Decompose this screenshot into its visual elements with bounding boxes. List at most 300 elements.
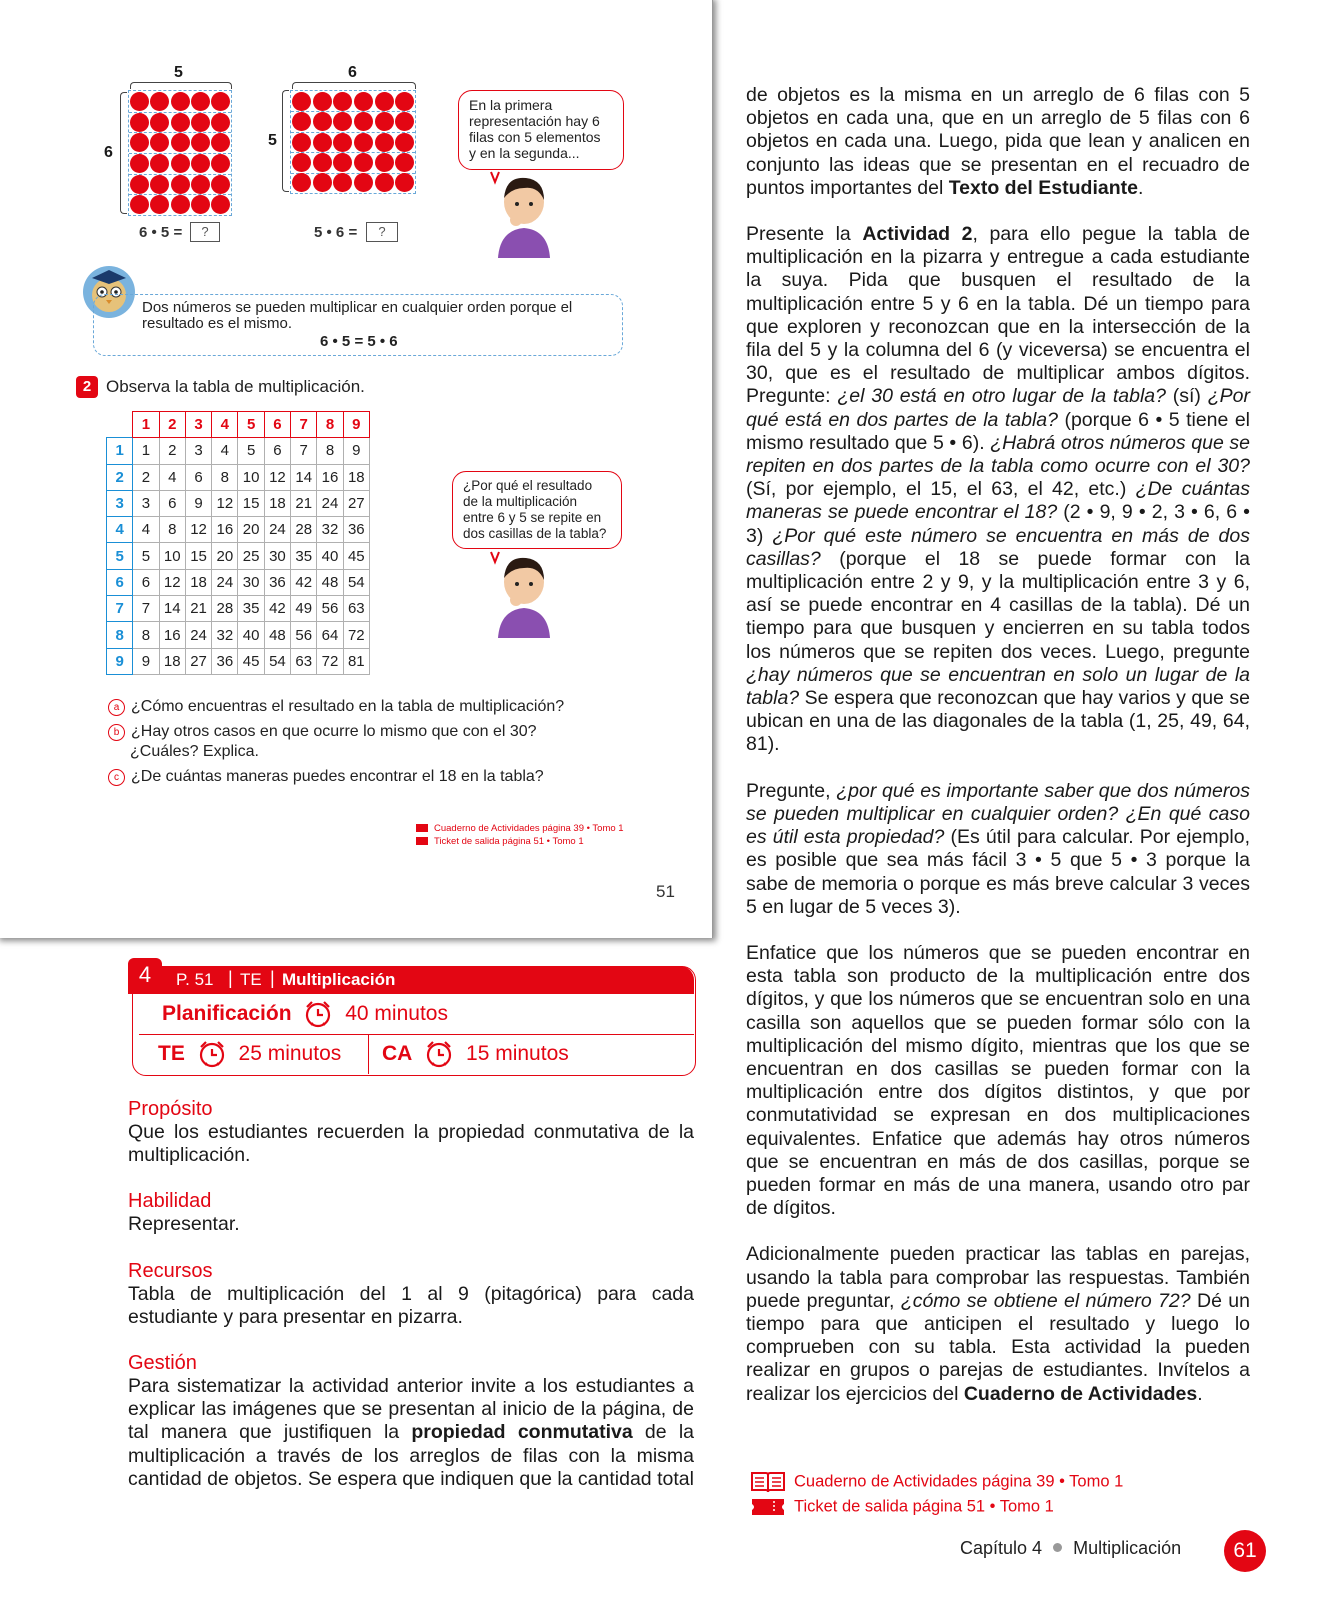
text-run: (sí) bbox=[1165, 385, 1208, 408]
alarm-clock-icon bbox=[303, 1000, 333, 1028]
row-header: 5 bbox=[107, 543, 133, 569]
row-divider bbox=[291, 173, 415, 174]
table-cell: 36 bbox=[264, 569, 290, 595]
note-line-2: resultado es el mismo. bbox=[142, 315, 293, 332]
red-dot bbox=[313, 92, 332, 111]
array-b-side-label: 5 bbox=[268, 132, 277, 149]
column-header: 1 bbox=[133, 412, 159, 438]
table-cell: 10 bbox=[159, 543, 185, 569]
reference-text: Ticket de salida página 51 • Tomo 1 bbox=[794, 1497, 1054, 1516]
planning-row bbox=[162, 1000, 694, 1034]
text-italic: ¿cómo se obtiene el número 72? bbox=[900, 1289, 1191, 1312]
text-run: (porque 6 • 5 tiene el mismo resultado que 5 • 6). bbox=[746, 408, 1251, 454]
table-row bbox=[107, 438, 370, 464]
row-header: 9 bbox=[107, 648, 133, 674]
multiplication-table bbox=[106, 411, 370, 675]
red-dot bbox=[395, 153, 414, 172]
table-cell: 14 bbox=[291, 464, 317, 490]
red-dot bbox=[354, 92, 373, 111]
footer-chapter: Capítulo 4 bbox=[960, 1538, 1043, 1558]
red-dot bbox=[191, 195, 210, 214]
array-b-top-label: 6 bbox=[348, 64, 357, 81]
table-cell: 48 bbox=[264, 622, 290, 648]
table-row bbox=[107, 464, 370, 490]
paragraph-5 bbox=[746, 1243, 1250, 1405]
table-cell: 15 bbox=[238, 490, 264, 516]
section-body bbox=[128, 1375, 694, 1491]
row-header: 2 bbox=[107, 464, 133, 490]
array-a-equation: 6 • 5 = bbox=[139, 224, 183, 241]
question-text: ¿De cuántas maneras puedes encontrar el 18 en la tabla? bbox=[131, 768, 544, 785]
column-header: 2 bbox=[159, 412, 185, 438]
red-dot bbox=[211, 154, 230, 173]
red-dot bbox=[313, 153, 332, 172]
table-cell: 54 bbox=[264, 648, 290, 674]
red-dot bbox=[130, 175, 149, 194]
table-cell: 21 bbox=[185, 596, 211, 622]
table-cell: 8 bbox=[133, 622, 159, 648]
red-dot bbox=[150, 154, 169, 173]
alarm-clock-icon bbox=[197, 1040, 227, 1068]
table-cell: 25 bbox=[238, 543, 264, 569]
red-dot bbox=[313, 112, 332, 131]
reference-cuaderno bbox=[750, 1470, 1123, 1494]
red-dot bbox=[333, 112, 352, 131]
text-run: (porque el 18 se puede formar con la multiplicación entre 2 y 9, y la multiplicación entre 3 y 6, así se puede encontrar en 4 casillas de la tabla). Dé un tiempo para que busquen y encierren en su tabla todos los números que se repiten dos veces. Luego, pregunte bbox=[746, 547, 1250, 663]
text-run: Para sistematizar la actividad anterior invite a los estudiantes a explicar las imágenes que se presentan al inicio de la página, de tal manera que justifiquen la bbox=[128, 1375, 694, 1444]
row-header: 8 bbox=[107, 622, 133, 648]
table-cell: 15 bbox=[185, 543, 211, 569]
table-cell: 4 bbox=[133, 517, 159, 543]
text-run: Se espera que reconozcan que hay varios y que se ubican en una de las diagonales de la tabla (1, 25, 49, 64, 81). bbox=[746, 687, 1250, 756]
paragraph-4: Enfatice que los números que se pueden encontrar en esta tabla son producto de la multiplicación entre dos dígitos, y que los números que se encuentran solo en una casilla son aquellos que se pueden formar sólo con la multiplicación del mismo dígito, mientras que los que se encuentran en dos casillas se pueden formar con la multiplicación entre dos dígitos distintos, y que por conmutatividad se expresan en dos multiplicaciones equivalentes. Enfatice que además hay otros números que se encuentran en más de dos casillas, porque se pueden formar en más de una manera, usando otro par de dígitos. bbox=[746, 941, 1250, 1220]
row-header: 1 bbox=[107, 438, 133, 464]
text-italic: ¿hay números que se encuentran en solo un lugar de la tabla? bbox=[746, 663, 1250, 710]
table-cell: 49 bbox=[291, 596, 317, 622]
planning-vertical-divider bbox=[368, 1034, 369, 1074]
table-cell: 63 bbox=[291, 648, 317, 674]
red-dot bbox=[211, 195, 230, 214]
child-thinking-icon bbox=[486, 548, 556, 638]
section-body: Tabla de multiplicación del 1 al 9 (pitagórica) para cada estudiante y para presentar en pizarra. bbox=[128, 1282, 694, 1328]
table-cell: 2 bbox=[133, 464, 159, 490]
red-dot bbox=[130, 133, 149, 152]
red-dot bbox=[333, 173, 352, 192]
table-cell: 18 bbox=[185, 569, 211, 595]
array-a-top-label: 5 bbox=[174, 64, 183, 81]
table-cell: 18 bbox=[343, 464, 369, 490]
red-dot bbox=[333, 92, 352, 111]
paragraph-3 bbox=[746, 780, 1250, 919]
table-cell: 30 bbox=[238, 569, 264, 595]
paragraph-2 bbox=[746, 223, 1250, 757]
alarm-clock-icon bbox=[424, 1040, 454, 1068]
table-cell: 21 bbox=[291, 490, 317, 516]
planning-te: TE bbox=[240, 970, 262, 989]
red-dot bbox=[191, 154, 210, 173]
question-letter: a bbox=[108, 699, 125, 716]
red-dot bbox=[150, 92, 169, 111]
table-cell: 5 bbox=[238, 438, 264, 464]
text-run: (Sí, por ejemplo, el 15, el 63, el 42, etc.) bbox=[746, 478, 1136, 501]
column-header: 9 bbox=[343, 412, 369, 438]
table-cell: 20 bbox=[212, 543, 238, 569]
table-cell: 16 bbox=[212, 517, 238, 543]
table-cell: 56 bbox=[317, 596, 343, 622]
table-cell: 45 bbox=[238, 648, 264, 674]
small-ref-1 bbox=[416, 823, 624, 834]
text-bold: Texto del Estudiante bbox=[948, 176, 1138, 199]
text-run: Presente la bbox=[746, 223, 863, 246]
table-cell: 1 bbox=[133, 438, 159, 464]
row-divider bbox=[291, 132, 415, 133]
red-dot bbox=[130, 92, 149, 111]
table-cell: 27 bbox=[343, 490, 369, 516]
red-dot bbox=[191, 133, 210, 152]
table-cell: 3 bbox=[185, 438, 211, 464]
array-b-answer-box: ? bbox=[366, 222, 398, 242]
red-dot bbox=[130, 113, 149, 132]
question-text: ¿Cómo encuentras el resultado en la tabla de multiplicación? bbox=[131, 698, 565, 715]
column-header: 3 bbox=[185, 412, 211, 438]
table-cell: 48 bbox=[317, 569, 343, 595]
table-cell: 24 bbox=[264, 517, 290, 543]
table-cell: 8 bbox=[212, 464, 238, 490]
paragraph-1 bbox=[746, 84, 1250, 200]
text-run: . bbox=[1137, 176, 1144, 199]
right-column bbox=[746, 84, 1250, 1429]
red-dot bbox=[171, 92, 190, 111]
red-dot bbox=[375, 92, 394, 111]
table-cell: 64 bbox=[317, 622, 343, 648]
footer-topic: Multiplicación bbox=[1073, 1538, 1182, 1558]
te-time: 25 minutos bbox=[238, 1042, 342, 1065]
planning-page-ref: P. 51 bbox=[176, 970, 214, 989]
bubble-2-line: ¿Por qué el resultado bbox=[463, 478, 593, 493]
column-header: 7 bbox=[291, 412, 317, 438]
red-dot bbox=[292, 173, 311, 192]
table-cell: 42 bbox=[291, 569, 317, 595]
red-dot bbox=[292, 153, 311, 172]
table-cell: 40 bbox=[238, 622, 264, 648]
table-cell: 8 bbox=[159, 517, 185, 543]
question-c bbox=[108, 767, 544, 787]
table-cell: 18 bbox=[159, 648, 185, 674]
table-cell: 2 bbox=[159, 438, 185, 464]
text-bold: Actividad 2 bbox=[862, 223, 973, 246]
red-dot bbox=[354, 112, 373, 131]
bubble-1-line: filas con 5 elementos bbox=[469, 129, 601, 145]
red-dot bbox=[375, 112, 394, 131]
section-body: Representar. bbox=[128, 1213, 240, 1236]
question-text-2: ¿Cuáles? Explica. bbox=[130, 743, 259, 760]
row-divider bbox=[291, 111, 415, 112]
bubble-1-line: y en la segunda... bbox=[469, 145, 580, 161]
array-a-side-label: 6 bbox=[104, 144, 113, 161]
question-letter: b bbox=[108, 724, 125, 741]
footer-bullet bbox=[1053, 1543, 1062, 1552]
table-cell: 4 bbox=[212, 438, 238, 464]
chapter-number-tab: 4 bbox=[128, 958, 162, 994]
table-cell: 5 bbox=[133, 543, 159, 569]
table-cell: 7 bbox=[133, 596, 159, 622]
reference-text: Cuaderno de Actividades página 39 • Tomo 1 bbox=[794, 1472, 1124, 1491]
table-cell: 28 bbox=[291, 517, 317, 543]
array-b-top-bracket bbox=[292, 82, 416, 89]
table-cell: 81 bbox=[343, 648, 369, 674]
row-header: 3 bbox=[107, 490, 133, 516]
table-cell: 12 bbox=[264, 464, 290, 490]
red-dot bbox=[375, 173, 394, 192]
table-cell: 14 bbox=[159, 596, 185, 622]
section-recursos bbox=[128, 1260, 694, 1329]
section-proposito bbox=[128, 1098, 694, 1167]
small-ref-text: Ticket de salida página 51 • Tomo 1 bbox=[434, 836, 584, 847]
bubble-2-line: entre 6 y 5 se repite en bbox=[463, 510, 602, 525]
table-cell: 6 bbox=[133, 569, 159, 595]
row-divider bbox=[291, 152, 415, 153]
section-title: Habilidad bbox=[128, 1190, 212, 1213]
red-dot bbox=[333, 133, 352, 152]
table-cell: 16 bbox=[159, 622, 185, 648]
text-italic: ¿por qué es importante saber que dos números se pueden multiplicar en cualquier orden? ¿En qué caso es útil esta propiedad? bbox=[746, 779, 1250, 849]
table-cell: 4 bbox=[159, 464, 185, 490]
footer-page-number: 61 bbox=[1224, 1530, 1266, 1572]
red-dot bbox=[313, 173, 332, 192]
question-b bbox=[108, 722, 537, 762]
ticket-icon bbox=[416, 837, 428, 845]
text-bold: propiedad conmutativa bbox=[411, 1421, 633, 1444]
planning-header bbox=[158, 966, 694, 994]
text-italic: ¿Por qué este número se encuentra en más de dos casillas? bbox=[746, 524, 1251, 570]
text-run: Adicionalmente pueden practicar las tablas en parejas, usando la tabla para comprobar las respuestas. También puede preguntar, bbox=[746, 1243, 1250, 1312]
table-cell: 35 bbox=[291, 543, 317, 569]
column-header: 5 bbox=[238, 412, 264, 438]
red-dot bbox=[211, 92, 230, 111]
table-cell: 7 bbox=[291, 438, 317, 464]
array-a-answer-box: ? bbox=[190, 222, 220, 242]
table-row bbox=[107, 648, 370, 674]
table-cell: 9 bbox=[343, 438, 369, 464]
table-cell: 8 bbox=[317, 438, 343, 464]
red-dot bbox=[375, 133, 394, 152]
planning-topic: Multiplicación bbox=[282, 970, 396, 989]
red-dot bbox=[354, 133, 373, 152]
student-page-preview bbox=[0, 0, 713, 938]
bubble-1-line: En la primera bbox=[469, 97, 553, 113]
text-italic: ¿De cuántas maneras se puede encontrar el 18? bbox=[746, 478, 1250, 524]
text-run: , para ello pegue la tabla de multiplicación en la pizarra y entregue a cada estudiante la suya. Pida que busquen el resultado de la multiplicación entre 5 y 6 en la tabla. Dé un tiempo para que exploren y reconozcan que en la intersección de la fila del 5 y la columna del 6 (y viceversa) se encuentra el 30, que es el resultado de multiplicar ambos dígitos. Pregunte: bbox=[746, 223, 1250, 408]
red-dot bbox=[211, 175, 230, 194]
column-header: 6 bbox=[264, 412, 290, 438]
table-cell: 24 bbox=[212, 569, 238, 595]
student-page-number: 51 bbox=[656, 882, 675, 901]
table-cell: 40 bbox=[317, 543, 343, 569]
red-dot bbox=[313, 133, 332, 152]
red-dot bbox=[395, 112, 414, 131]
text-run: de la multiplicación a través de los arreglos de filas con la misma cantidad de objetos. Se espera que indiquen que la cantidad total bbox=[128, 1421, 694, 1490]
array-b-equation: 5 • 6 = bbox=[314, 224, 358, 241]
table-cell: 72 bbox=[343, 622, 369, 648]
red-dot bbox=[395, 92, 414, 111]
table-cell: 6 bbox=[264, 438, 290, 464]
red-dot bbox=[395, 173, 414, 192]
table-row bbox=[107, 490, 370, 516]
table-cell: 36 bbox=[212, 648, 238, 674]
table-row bbox=[107, 596, 370, 622]
table-cell: 54 bbox=[343, 569, 369, 595]
red-dot bbox=[150, 195, 169, 214]
table-cell: 6 bbox=[159, 490, 185, 516]
question-text: ¿Hay otros casos en que ocurre lo mismo que con el 30? bbox=[131, 723, 537, 740]
note-equation: 6 • 5 = 5 • 6 bbox=[320, 333, 398, 350]
text-italic: ¿Por qué está en dos partes de la tabla? bbox=[746, 385, 1250, 431]
text-run: de objetos es la misma en un arreglo de 6 filas con 5 objetos en cada una, que en un arreglo de 5 filas con 6 objetos en cada una. Luego, pida que lean y analicen en conjunto las ideas que se presentan en el recuadro de puntos importantes del bbox=[746, 84, 1250, 199]
red-dot bbox=[354, 153, 373, 172]
row-header: 7 bbox=[107, 596, 133, 622]
note-line-1: Dos números se pueden multiplicar en cualquier orden porque el bbox=[142, 299, 573, 316]
footer bbox=[960, 1538, 1181, 1559]
ca-row bbox=[382, 1040, 569, 1068]
red-dot bbox=[150, 113, 169, 132]
red-dot bbox=[150, 175, 169, 194]
table-row bbox=[107, 622, 370, 648]
bubble-1-line: representación hay 6 bbox=[469, 113, 600, 129]
table-cell: 3 bbox=[133, 490, 159, 516]
table-cell: 12 bbox=[159, 569, 185, 595]
red-dot bbox=[171, 154, 190, 173]
key-idea-note bbox=[93, 294, 623, 356]
red-dot bbox=[171, 175, 190, 194]
planning-divider bbox=[139, 1034, 694, 1035]
table-cell: 32 bbox=[317, 517, 343, 543]
red-dot bbox=[354, 173, 373, 192]
book-icon bbox=[416, 824, 428, 832]
red-dot bbox=[171, 195, 190, 214]
red-dot bbox=[292, 112, 311, 131]
text-italic: ¿el 30 está en otro lugar de la tabla? bbox=[837, 385, 1166, 408]
table-cell: 18 bbox=[264, 490, 290, 516]
section-title: Recursos bbox=[128, 1259, 213, 1282]
red-dot bbox=[375, 153, 394, 172]
question-letter: c bbox=[108, 769, 125, 786]
te-label: TE bbox=[158, 1042, 185, 1065]
activity-number-badge: 2 bbox=[76, 376, 98, 398]
red-dot bbox=[191, 113, 210, 132]
red-dot bbox=[150, 133, 169, 152]
table-cell: 24 bbox=[185, 622, 211, 648]
table-cell: 20 bbox=[238, 517, 264, 543]
section-body: Que los estudiantes recuerden la propiedad conmutativa de la multiplicación. bbox=[128, 1121, 694, 1167]
section-gestion bbox=[128, 1352, 694, 1491]
red-dot bbox=[211, 133, 230, 152]
table-cell: 42 bbox=[264, 596, 290, 622]
speech-bubble-1 bbox=[458, 90, 624, 170]
bubble-2-line: dos casillas de la tabla? bbox=[463, 526, 607, 541]
table-cell: 56 bbox=[291, 622, 317, 648]
table-cell: 6 bbox=[185, 464, 211, 490]
ticket-icon bbox=[750, 1497, 786, 1517]
red-dot bbox=[171, 113, 190, 132]
child-thinking-icon bbox=[486, 168, 556, 258]
text-bold: Cuaderno de Actividades bbox=[963, 1382, 1198, 1405]
planning-time: 40 minutos bbox=[345, 1002, 448, 1025]
red-dot bbox=[171, 133, 190, 152]
table-cell: 12 bbox=[212, 490, 238, 516]
red-dot bbox=[333, 153, 352, 172]
row-header: 6 bbox=[107, 569, 133, 595]
dot-array-a bbox=[128, 90, 232, 216]
table-cell: 9 bbox=[185, 490, 211, 516]
red-dot bbox=[130, 154, 149, 173]
column-header: 8 bbox=[317, 412, 343, 438]
text-run: Dé un tiempo para que anticipen el resultado y luego lo comprueben con su tabla. Esta actividad la pueden realizar en grupos o parejas de estudiantes. Invítelos a realizar los ejercicios del bbox=[746, 1289, 1250, 1405]
table-row bbox=[107, 543, 370, 569]
table-corner bbox=[107, 412, 133, 438]
table-cell: 16 bbox=[317, 464, 343, 490]
small-ref-2 bbox=[416, 836, 584, 847]
dot-array-b bbox=[290, 90, 416, 194]
table-row bbox=[107, 569, 370, 595]
planning-label: Planificación bbox=[162, 1002, 292, 1025]
red-dot bbox=[292, 92, 311, 111]
planning-sep: | bbox=[228, 968, 233, 988]
text-run: (2 • 9, 9 • 2, 3 • 6, 6 • 3) bbox=[746, 501, 1250, 547]
section-title: Propósito bbox=[128, 1098, 213, 1120]
table-cell: 63 bbox=[343, 596, 369, 622]
ca-label: CA bbox=[382, 1042, 413, 1065]
table-cell: 45 bbox=[343, 543, 369, 569]
table-cell: 27 bbox=[185, 648, 211, 674]
red-dot bbox=[395, 133, 414, 152]
array-b-bracket bbox=[282, 90, 289, 192]
array-a-top-bracket bbox=[130, 82, 232, 89]
table-cell: 24 bbox=[317, 490, 343, 516]
array-a-bracket bbox=[120, 92, 127, 214]
red-dot bbox=[292, 133, 311, 152]
table-cell: 30 bbox=[264, 543, 290, 569]
small-ref-text: Cuaderno de Actividades página 39 • Tomo 1 bbox=[434, 823, 624, 834]
book-icon bbox=[750, 1470, 786, 1494]
table-cell: 35 bbox=[238, 596, 264, 622]
planning-sep: | bbox=[270, 968, 275, 988]
table-cell: 10 bbox=[238, 464, 264, 490]
text-run: (Es útil para calcular. Por ejemplo, es posible que sea más fácil 3 • 5 que 5 • 3 porque la sabe de memoria o porque es más breve calcular 3 veces 5 en lugar de 5 veces 3). bbox=[746, 826, 1250, 918]
table-cell: 28 bbox=[212, 596, 238, 622]
red-dot bbox=[191, 92, 210, 111]
section-habilidad bbox=[128, 1190, 694, 1236]
ca-time: 15 minutos bbox=[466, 1042, 569, 1065]
section-title: Gestión bbox=[128, 1352, 197, 1375]
bubble-2-line: de la multiplicación bbox=[463, 494, 578, 509]
left-column bbox=[128, 1098, 694, 1491]
red-dot bbox=[191, 175, 210, 194]
red-dot bbox=[130, 195, 149, 214]
table-row bbox=[107, 517, 370, 543]
row-header: 4 bbox=[107, 517, 133, 543]
table-cell: 36 bbox=[343, 517, 369, 543]
speech-bubble-2 bbox=[452, 471, 622, 549]
te-row bbox=[158, 1040, 341, 1068]
text-italic: ¿Habrá otros números que se repiten en dos partes de la tabla como ocurre con el 30? bbox=[746, 431, 1250, 478]
column-header: 4 bbox=[212, 412, 238, 438]
red-dot bbox=[211, 113, 230, 132]
reference-ticket bbox=[750, 1497, 1054, 1517]
table-cell: 32 bbox=[212, 622, 238, 648]
table-cell: 9 bbox=[133, 648, 159, 674]
text-run: . bbox=[1197, 1382, 1203, 1405]
question-a bbox=[108, 697, 564, 717]
